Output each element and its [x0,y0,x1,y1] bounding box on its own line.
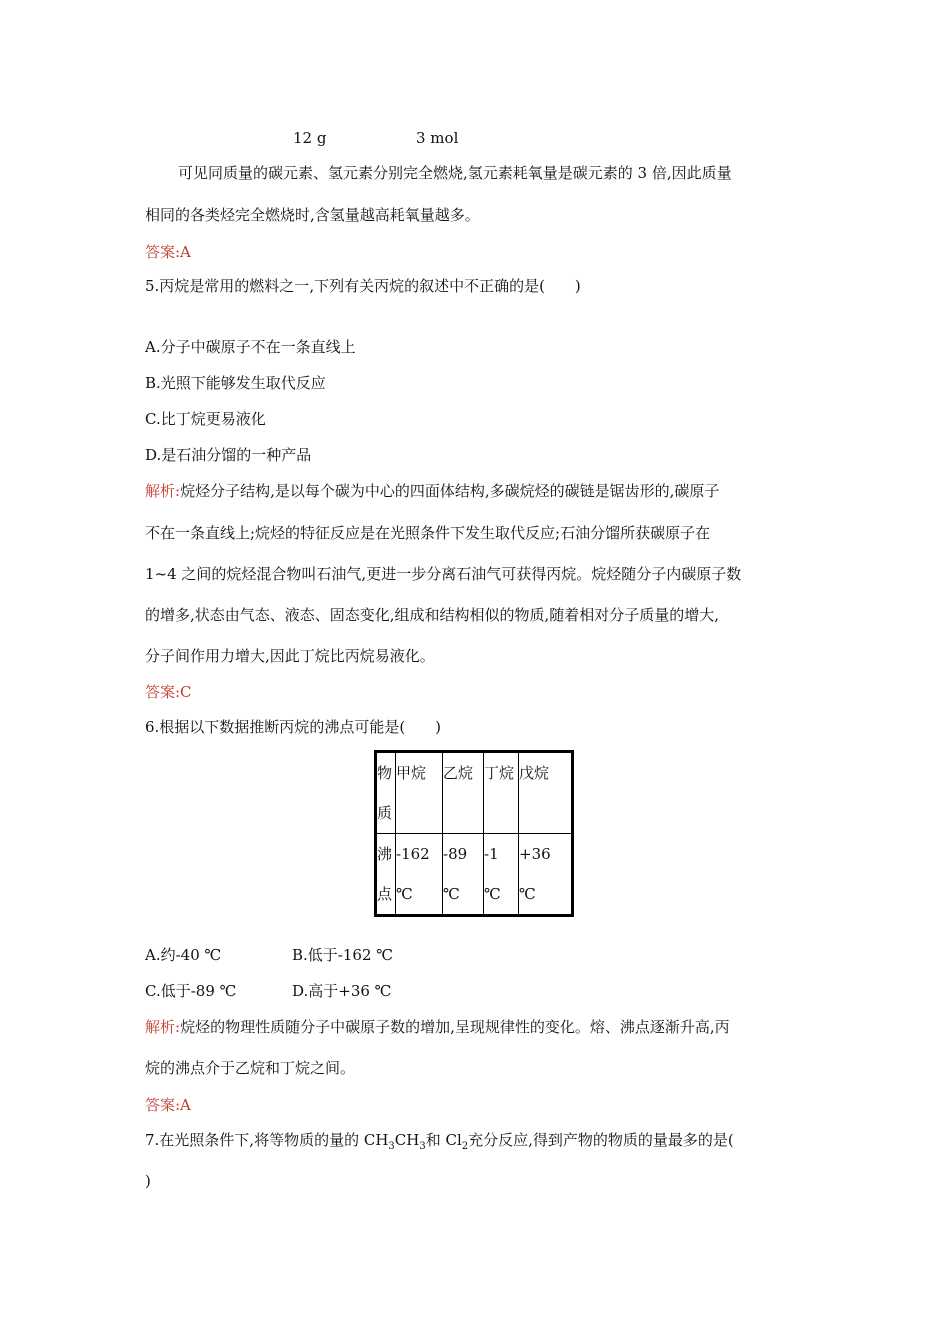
q5-option-c: C.比丁烷更易液化 [145,410,266,428]
table-row [376,752,573,834]
q6-option-d: D.高于+36 ℃ [292,982,392,1000]
q5-option-d: D.是石油分馏的一种产品 [145,446,312,464]
q6-option-c: C.低于-89 ℃ [145,982,237,1000]
table-cell: -89 ℃ [443,834,484,916]
answer-6: 答案:A [145,1096,191,1114]
analysis-label: 解析: [145,482,181,500]
table-header-cell: 乙烷 [443,752,484,834]
q5-option-a: A.分子中碳原子不在一条直线上 [145,338,356,356]
q6-analysis-line [145,1017,730,1037]
analysis-label: 解析: [145,1018,181,1036]
q6-option-a: A.约-40 ℃ [145,946,222,964]
question-5-stem: 5.丙烷是常用的燃料之一,下列有关丙烷的叙述中不正确的是( ) [145,277,581,295]
paragraph-line: 可见同质量的碳元素、氢元素分别完全燃烧,氢元素耗氧量是碳元素的 3 倍,因此质量 [178,164,732,182]
subscript: 2 [461,1141,469,1152]
table-cell: -162 ℃ [396,834,443,916]
q5-analysis-line: 的增多,状态由气态、液态、固态变化,组成和结构相似的物质,随着相对分子质量的增大, [145,606,720,624]
table-cell: +36 ℃ [519,834,573,916]
q6-option-b: B.低于-162 ℃ [292,946,394,964]
question-7-stem-cont: ) [145,1172,151,1190]
q6-analysis-line: 烷的沸点介于乙烷和丁烷之间。 [145,1059,356,1077]
q5-analysis-line: 不在一条直线上;烷烃的特征反应是在光照条件下发生取代反应;石油分馏所获碳原子在 [145,524,711,542]
q5-analysis-line: 1~4 之间的烷烃混合物叫石油气,更进一步分离石油气可获得丙烷。烷烃随分子内碳原子数 [145,565,742,583]
boiling-point-table [374,750,574,917]
moles-value: 3 mol [416,129,459,147]
answer-5: 答案:C [145,683,192,701]
q5-analysis-line: 分子间作用力增大,因此丁烷比丙烷易液化。 [145,647,435,665]
paragraph-line: 相同的各类烃完全燃烧时,含氢量越高耗氧量越多。 [145,206,480,224]
table-header-cell: 戊烷 [519,752,573,834]
table-header-cell: 物质 [376,752,396,834]
table-cell: 沸点 [376,834,396,916]
question-6-stem: 6.根据以下数据推断丙烷的沸点可能是( ) [145,718,442,736]
question-7-stem [145,1130,734,1157]
table-header-cell: 甲烷 [396,752,443,834]
mass-value: 12 g [293,129,327,147]
q7-text: 和 Cl [425,1131,462,1149]
q5-analysis-line [145,481,719,501]
table-header-cell: 丁烷 [484,752,519,834]
q7-text: CH [394,1131,420,1149]
analysis-text: 烷烃的物理性质随分子中碳原子数的增加,呈现规律性的变化。熔、沸点逐渐升高,丙 [180,1018,730,1036]
q5-option-b: B.光照下能够发生取代反应 [145,374,326,392]
answer-4: 答案:A [145,243,191,261]
q7-text: 充分反应,得到产物的物质的量最多的是( [468,1131,734,1149]
q7-text: 7.在光照条件下,将等物质的量的 CH [145,1131,389,1149]
subscript: 3 [419,1141,426,1152]
table-row [376,834,573,916]
analysis-text: 烷烃分子结构,是以每个碳为中心的四面体结构,多碳烷烃的碳链是锯齿形的,碳原子 [180,482,720,500]
table-cell: -1 ℃ [484,834,519,916]
subscript: 3 [388,1141,395,1152]
